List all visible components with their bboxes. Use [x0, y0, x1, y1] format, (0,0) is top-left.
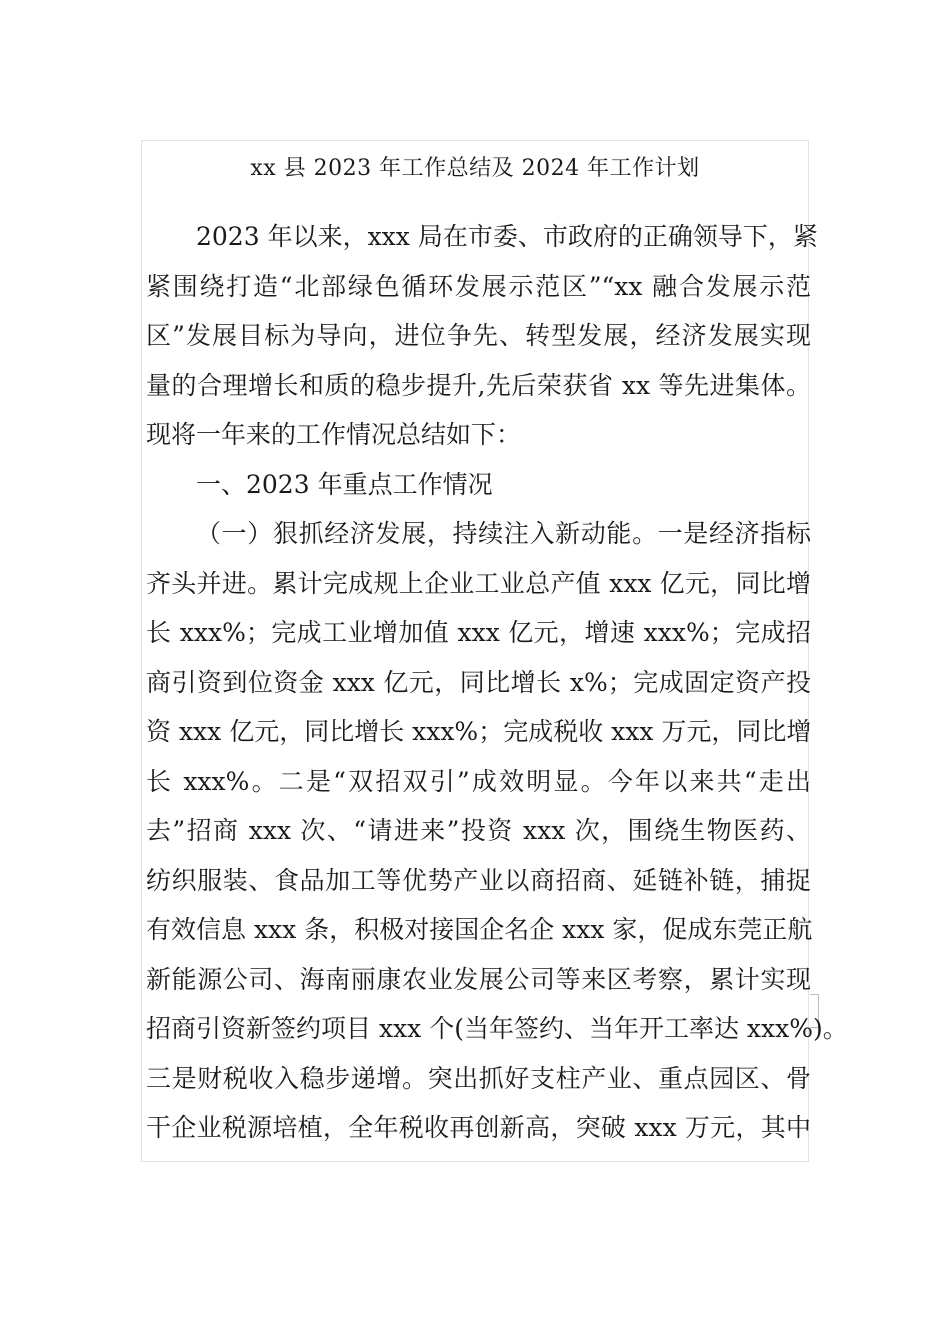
text-line: 三是财税收入稳步递增。突出抓好支柱产业、重点园区、骨	[146, 1063, 811, 1093]
document-body	[146, 212, 848, 1153]
body-paragraph	[146, 509, 848, 1153]
text-line: 一、2023 年重点工作情况	[196, 469, 493, 499]
text-line: 现将一年来的工作情况总结如下：	[146, 420, 522, 449]
text-line: 纺织服装、食品加工等优势产业以商招商、延链补链，捕捉	[146, 865, 811, 895]
text-line: 区”发展目标为导向，进位争先、转型发展，经济发展实现	[146, 321, 811, 350]
text-line: 紧围绕打造“北部绿色循环发展示范区”“xx 融合发展示范	[146, 271, 811, 301]
text-line: 资 xxx 亿元，同比增长 xxx%；完成税收 xxx 万元，同比增	[146, 717, 812, 746]
section-heading	[146, 460, 811, 510]
text-line: 去”招商 xxx 次、“请进来”投资 xxx 次，围绕生物医药、	[146, 816, 811, 845]
text-line: 有效信息 xxx 条，积极对接国企名企 xxx 家，促成东莞正航	[146, 915, 813, 944]
text-line: 齐头并进。累计完成规上企业工业总产值 xxx 亿元，同比增	[146, 568, 811, 598]
text-line: 招商引资新签约项目 xxx 个(当年签约、当年开工率达 xxx%)。	[146, 1014, 848, 1043]
intro-paragraph	[146, 212, 818, 460]
text-line: 长 xxx%；完成工业增加值 xxx 亿元，增速 xxx%；完成招	[146, 618, 811, 647]
text-line: 长 xxx%。二是“双招双引”成效明显。今年以来共“走出	[146, 766, 811, 796]
text-line: 干企业税源培植，全年税收再创新高，突破 xxx 万元，其中	[146, 1113, 811, 1142]
text-line: 商引资到位资金 xxx 亿元，同比增长 x%；完成固定资产投	[146, 667, 811, 697]
text-line: 量的合理增长和质的稳步提升,先后荣获省 xx 等先进集体。	[146, 370, 811, 400]
text-line: （一）狠抓经济发展，持续注入新动能。一是经济指标	[196, 519, 811, 548]
document-title: xx 县 2023 年工作总结及 2024 年工作计划	[250, 156, 700, 181]
text-line: 2023 年以来，xxx 局在市委、市政府的正确领导下，紧	[196, 222, 818, 251]
text-line: 新能源公司、海南丽康农业发展公司等来区考察，累计实现	[146, 964, 811, 994]
